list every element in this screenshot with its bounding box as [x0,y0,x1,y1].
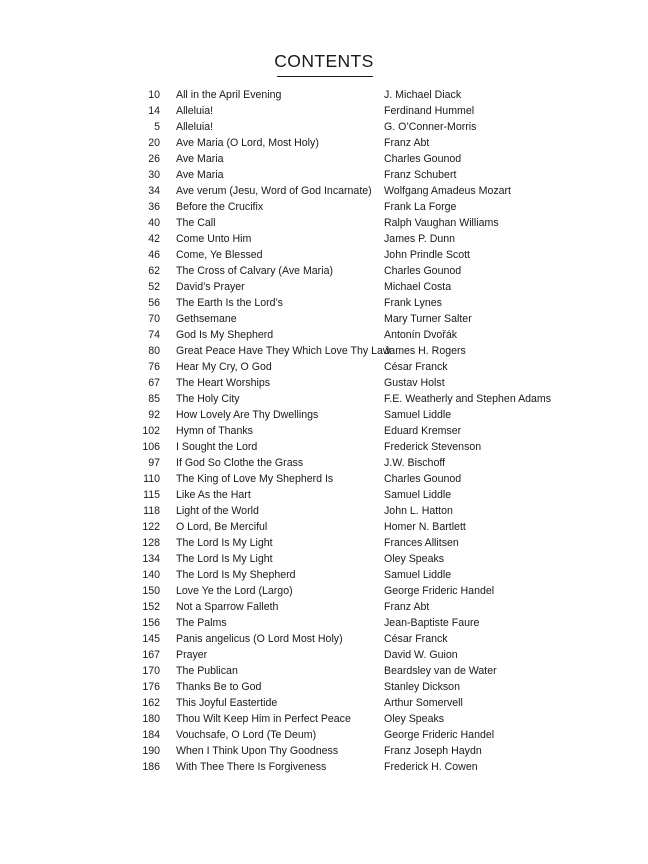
song-title: Gethsemane [176,313,237,325]
toc-entry [0,647,648,663]
page-number: 110 [143,473,160,485]
composer-name: Wolfgang Amadeus Mozart [384,185,511,197]
composer-name: Arthur Somervell [384,697,463,709]
song-title: Before the Crucifix [176,201,264,213]
page-number: 62 [148,265,160,277]
song-title: The Call [176,217,216,229]
page-number: 42 [148,233,160,245]
page-number: 34 [148,185,160,197]
song-title: Vouchsafe, O Lord (Te Deum) [176,729,317,741]
toc-entry [0,311,648,327]
composer-name: George Frideric Handel [384,729,495,741]
composer-name: David W. Guion [384,649,458,661]
song-title: Hear My Cry, O God [176,361,272,373]
song-title: The Lord Is My Shepherd [176,569,296,581]
song-title: Hymn of Thanks [176,425,253,437]
page-number: 10 [148,89,160,101]
composer-name: Homer N. Bartlett [384,521,466,533]
page-number: 156 [142,617,160,629]
song-title: How Lovely Are Thy Dwellings [176,409,319,421]
page-number: 30 [148,169,160,181]
toc-entry [0,759,648,775]
song-title: David’s Prayer [176,281,245,293]
song-title: O Lord, Be Merciful [176,521,268,533]
composer-name: Stanley Dickson [384,681,460,693]
toc-entry [0,391,648,407]
song-title: Love Ye the Lord (Largo) [176,585,293,597]
page-number: 92 [148,409,160,421]
composer-name: Franz Schubert [384,169,457,181]
song-title: I Sought the Lord [176,441,258,453]
toc-entry [0,231,648,247]
composer-name: James H. Rogers [384,345,466,357]
page-number: 145 [142,633,160,645]
toc-entry [0,615,648,631]
composer-name: Samuel Liddle [384,489,452,501]
song-title: The Heart Worships [176,377,271,389]
composer-name: Michael Costa [384,281,452,293]
page-number: 36 [148,201,160,213]
composer-name: John L. Hatton [384,505,453,517]
page-number: 40 [148,217,160,229]
composer-name: Samuel Liddle [384,409,452,421]
page-number: 67 [148,377,160,389]
composer-name: Franz Abt [384,601,430,613]
song-title: The Holy City [176,393,240,405]
composer-name: César Franck [384,361,448,373]
composer-name: Oley Speaks [384,553,445,565]
song-title: The Lord Is My Light [176,537,273,549]
toc-entry [0,119,648,135]
composer-name: Oley Speaks [384,713,445,725]
page-number: 122 [142,521,160,533]
song-title: Prayer [176,649,208,661]
composer-name: J.W. Bischoff [384,457,446,469]
composer-name: Antonín Dvořák [384,329,458,341]
toc-entry [0,711,648,727]
composer-name: Frederick H. Cowen [384,761,478,773]
toc-entry [0,567,648,583]
title-underline [277,76,373,77]
page-number: 80 [148,345,160,357]
page-number: 128 [142,537,160,549]
composer-name: Beardsley van de Water [384,665,497,677]
page-number: 190 [142,745,160,757]
toc-entry [0,263,648,279]
page-number: 140 [142,569,160,581]
page-number: 134 [142,553,160,565]
toc-entry [0,359,648,375]
toc-entry [0,519,648,535]
song-title: Not a Sparrow Falleth [176,601,279,613]
song-title: The Cross of Calvary (Ave Maria) [176,265,333,277]
song-title: God Is My Shepherd [176,329,274,341]
song-title: When I Think Upon Thy Goodness [176,745,339,757]
page-number: 5 [154,121,160,133]
toc-entry [0,327,648,343]
contents-list [0,87,648,775]
composer-name: César Franck [384,633,448,645]
page-number: 70 [148,313,160,325]
toc-entry [0,663,648,679]
page-number: 170 [142,665,160,677]
toc-entry [0,487,648,503]
toc-entry [0,167,648,183]
page-number: 85 [148,393,160,405]
composer-name: Frances Allitsen [384,537,459,549]
song-title: The Palms [176,617,227,629]
song-title: If God So Clothe the Grass [176,457,304,469]
composer-name: Charles Gounod [384,265,462,277]
page-number: 176 [142,681,160,693]
page-number: 76 [148,361,160,373]
song-title: Panis angelicus (O Lord Most Holy) [176,633,343,645]
toc-entry [0,151,648,167]
composer-name: James P. Dunn [384,233,456,245]
toc-entry [0,455,648,471]
toc-entry [0,247,648,263]
song-title: All in the April Evening [176,89,282,101]
song-title: Ave Maria (O Lord, Most Holy) [176,137,319,149]
toc-entry [0,407,648,423]
composer-name: George Frideric Handel [384,585,495,597]
page-number: 26 [148,153,160,165]
song-title: Light of the World [176,505,259,517]
song-title: Thanks Be to God [176,681,262,693]
toc-entry [0,375,648,391]
toc-entry [0,583,648,599]
toc-entry [0,215,648,231]
composer-name: Frank La Forge [384,201,457,213]
toc-entry [0,423,648,439]
composer-name: G. O’Conner-Morris [384,121,477,133]
toc-entry [0,551,648,567]
toc-entry [0,503,648,519]
composer-name: Charles Gounod [384,473,462,485]
page-number: 115 [143,489,160,501]
composer-name: Samuel Liddle [384,569,452,581]
composer-name: Charles Gounod [384,153,462,165]
page-title: CONTENTS [274,51,374,71]
song-title: The Publican [176,665,238,677]
page-number: 56 [148,297,160,309]
page-number: 52 [148,281,160,293]
song-title: The King of Love My Shepherd Is [176,473,334,485]
toc-entry [0,295,648,311]
composer-name: Ferdinand Hummel [384,105,475,117]
page-number: 162 [142,697,160,709]
page-number: 106 [142,441,160,453]
song-title: Like As the Hart [176,489,251,501]
page-number: 167 [142,649,160,661]
page-number: 152 [142,601,160,613]
composer-name: Jean-Baptiste Faure [384,617,480,629]
composer-name: J. Michael Diack [384,89,462,101]
composer-name: Gustav Holst [384,377,445,389]
toc-entry [0,695,648,711]
composer-name: F.E. Weatherly and Stephen Adams [384,393,552,405]
toc-entry [0,199,648,215]
composer-name: Franz Abt [384,137,430,149]
page-number: 102 [142,425,160,437]
composer-name: Mary Turner Salter [384,313,472,325]
page-number: 97 [148,457,160,469]
song-title: Thou Wilt Keep Him in Perfect Peace [176,713,351,725]
toc-entry [0,599,648,615]
page-number: 20 [148,137,160,149]
toc-entry [0,279,648,295]
page-number: 186 [142,761,160,773]
song-title: Ave verum (Jesu, Word of God Incarnate) [176,185,372,197]
composer-name: Frederick Stevenson [384,441,482,453]
toc-entry [0,439,648,455]
song-title: Alleluia! [176,105,214,117]
song-title: The Earth Is the Lord’s [176,297,283,309]
toc-entry [0,183,648,199]
song-title: The Lord Is My Light [176,553,273,565]
toc-entry [0,631,648,647]
page-number: 46 [148,249,160,261]
toc-entry [0,743,648,759]
composer-name: John Prindle Scott [384,249,470,261]
toc-entry [0,343,648,359]
toc-entry [0,471,648,487]
toc-entry [0,727,648,743]
page-number: 180 [142,713,160,725]
composer-name: Franz Joseph Haydn [384,745,482,757]
toc-entry [0,535,648,551]
song-title: Come Unto Him [176,233,252,245]
song-title: Ave Maria [176,153,224,165]
song-title: Come, Ye Blessed [176,249,263,261]
page-number: 150 [142,585,160,597]
page-number: 118 [143,505,160,517]
page-number: 184 [142,729,160,741]
toc-entry [0,135,648,151]
song-title: This Joyful Eastertide [176,697,278,709]
song-title: Ave Maria [176,169,224,181]
composer-name: Ralph Vaughan Williams [384,217,499,229]
song-title: Great Peace Have They Which Love Thy Law [176,345,391,357]
song-title: With Thee There Is Forgiveness [176,761,327,773]
page-number: 74 [148,329,160,341]
toc-entry [0,87,648,103]
song-title: Alleluia! [176,121,214,133]
composer-name: Eduard Kremser [384,425,462,437]
page-number: 14 [148,105,160,117]
toc-entry [0,679,648,695]
toc-entry [0,103,648,119]
composer-name: Frank Lynes [384,297,442,309]
